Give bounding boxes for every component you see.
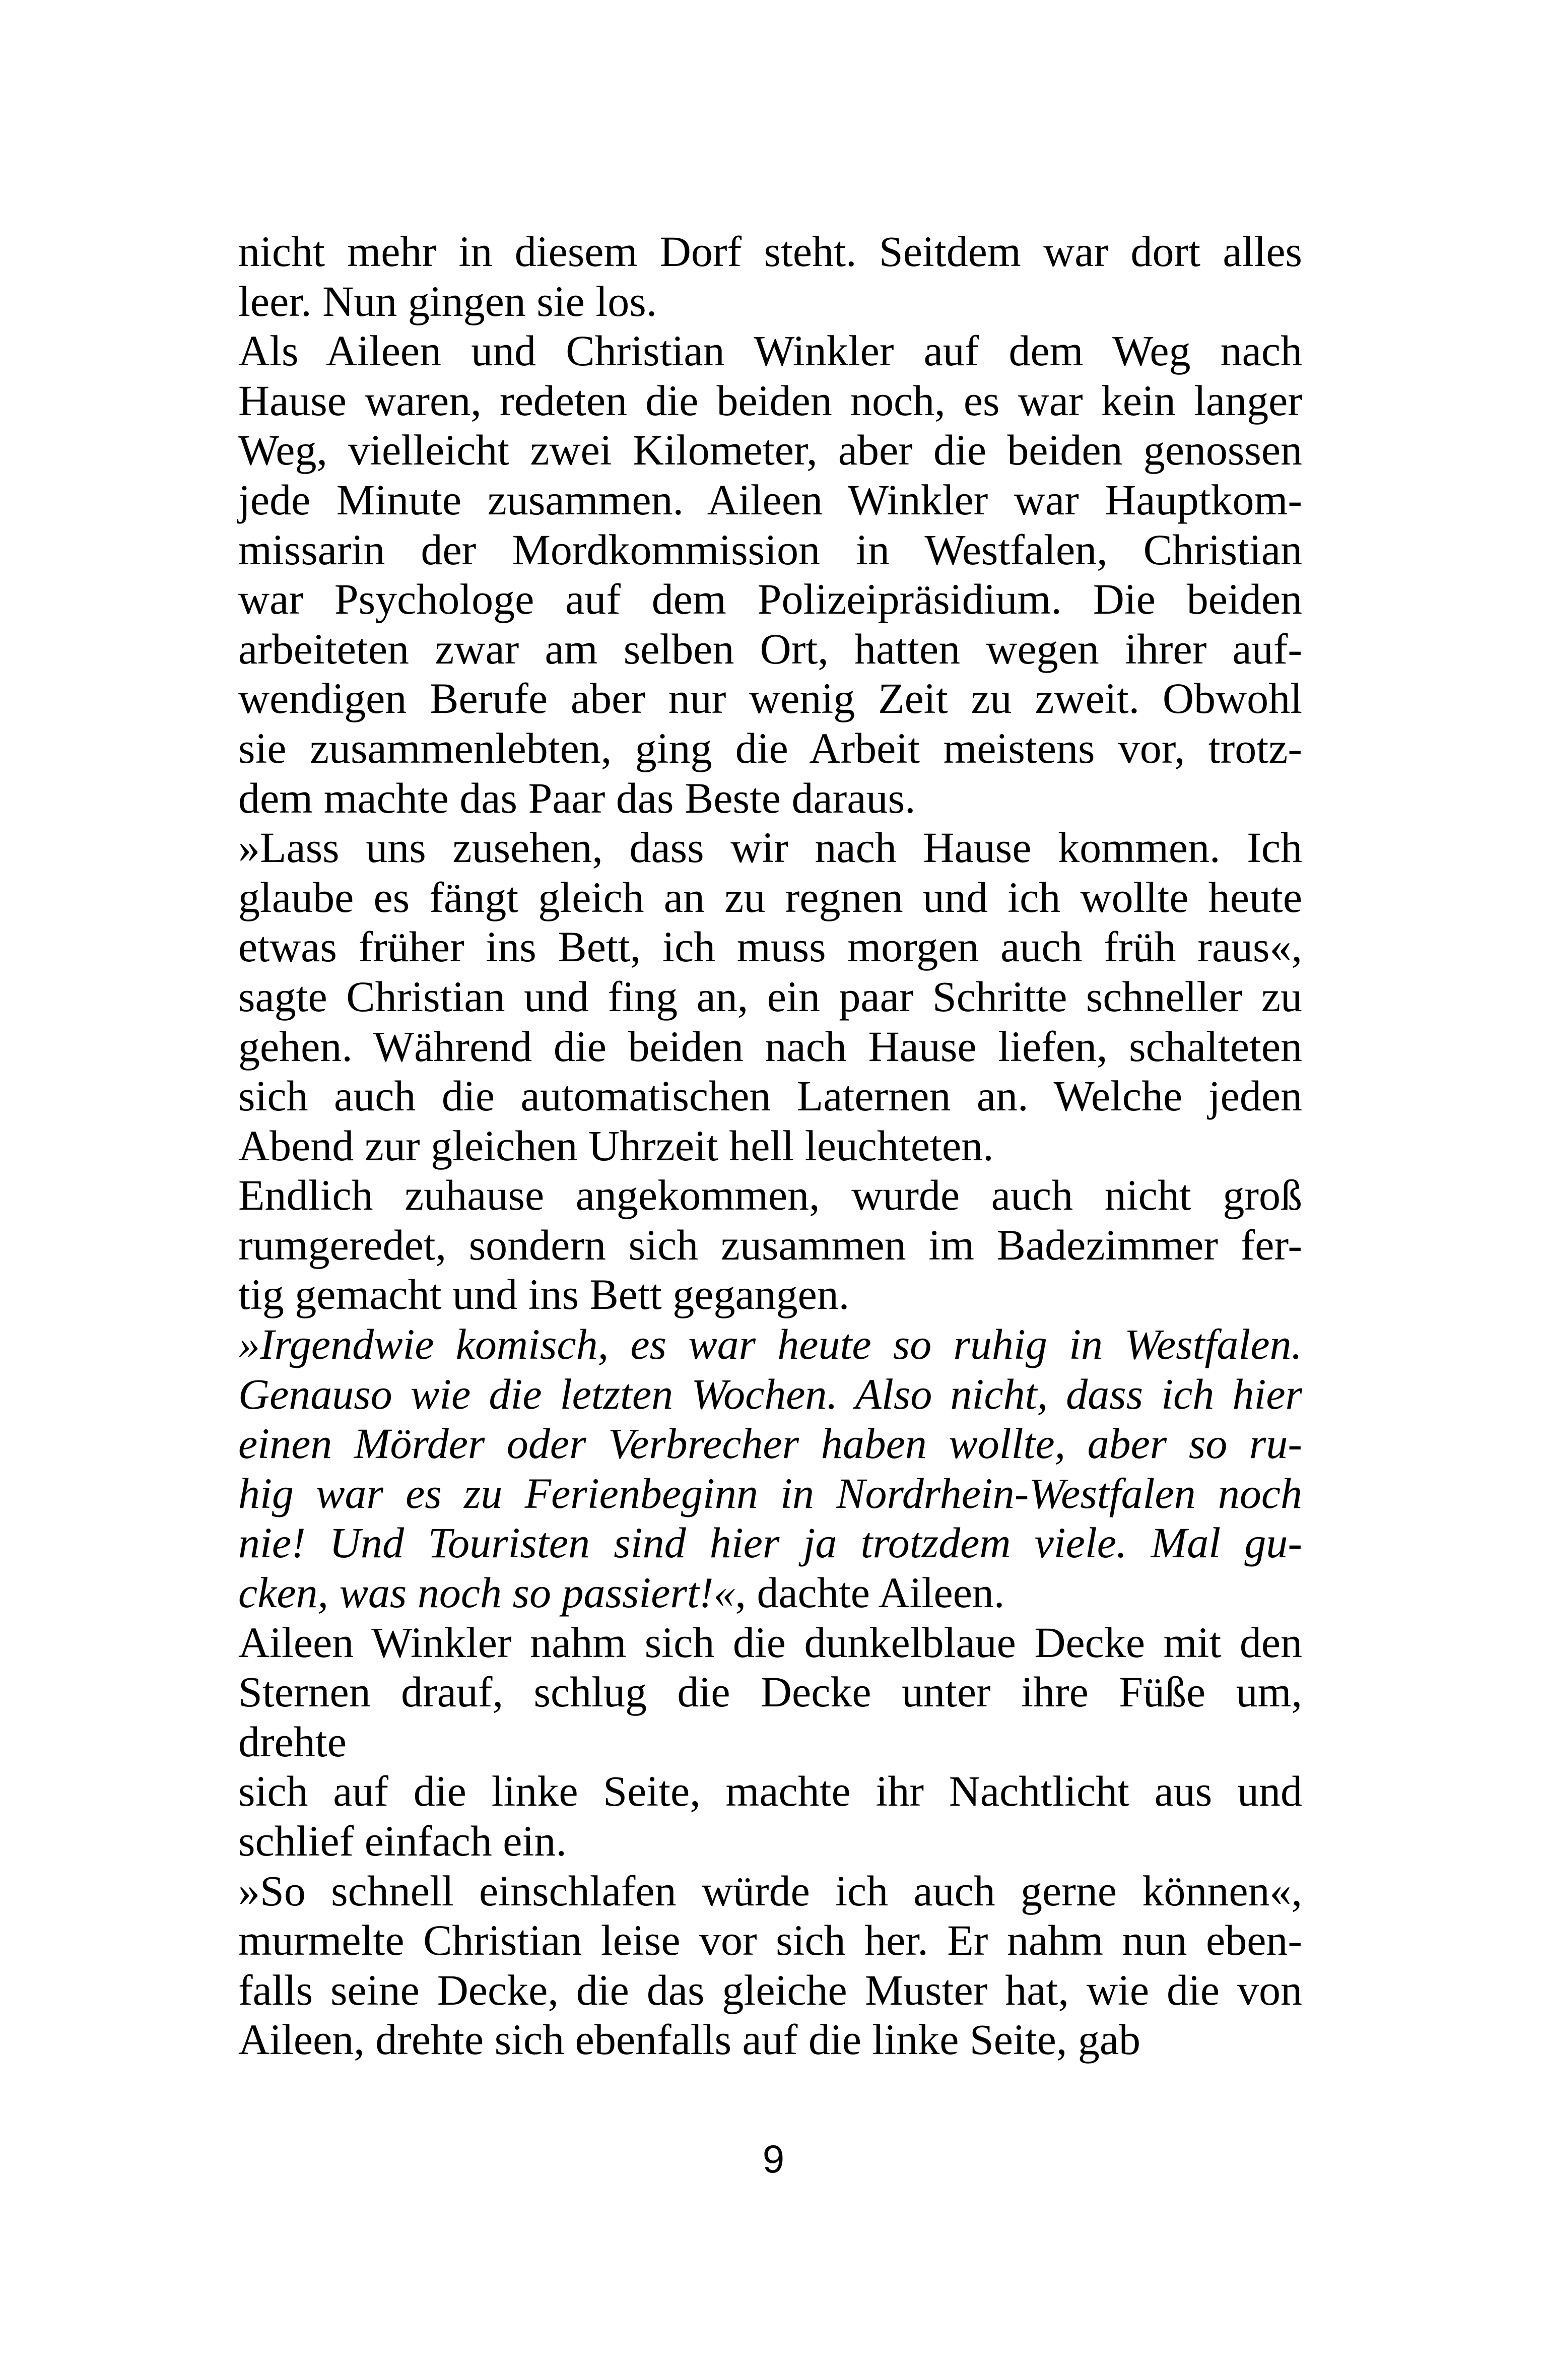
text-line: Aileen, drehte sich ebenfalls auf die linke Seite, gab [238, 2015, 1141, 2064]
text-line: »Lass uns zusehen, dass wir nach Hause kommen. Ich [238, 823, 1302, 872]
text-line: Weg, vielleicht zwei Kilometer, aber die beiden genossen [238, 426, 1302, 475]
text-line: arbeiteten zwar am selben Ort, hatten wegen ihrer auf- [238, 624, 1302, 673]
page-number: 9 [762, 2137, 785, 2181]
text-line-italic: einen Mörder oder Verbrecher haben wollte, aber so ru- [238, 1419, 1302, 1468]
text-line: »So schnell einschlafen würde ich auch gerne können«, [238, 1866, 1302, 1915]
text-line: Hause waren, redeten die beiden noch, es war kein langer [238, 376, 1302, 425]
text-line: tig gemacht und ins Bett gegangen. [238, 1270, 850, 1319]
text-line-italic: hig war es zu Ferienbeginn in Nordrhein-Westfalen noch [238, 1469, 1302, 1517]
text-line: gehen. Während die beiden nach Hause liefen, schalteten [238, 1022, 1302, 1071]
text-line: Sternen drauf, schlug die Decke unter ihre Füße um, [238, 1668, 1302, 1716]
text-line: etwas früher ins Bett, ich muss morgen auch früh raus«, [238, 922, 1302, 971]
text-line: Abend zur gleichen Uhrzeit hell leuchteten. [238, 1121, 994, 1170]
text-line: jede Minute zusammen. Aileen Winkler war Hauptkom- [238, 475, 1302, 524]
text-line: sagte Christian und fing an, ein paar Schritte schneller zu [238, 972, 1302, 1021]
text-line-italic: Genauso wie die letzten Wochen. Also nicht, dass ich hier [238, 1369, 1302, 1418]
roman-segment: , dachte Aileen. [735, 1568, 1005, 1617]
text-line: missarin der Mordkommission in Westfalen, Christian [238, 525, 1302, 574]
text-line: dem machte das Paar das Beste daraus. [238, 773, 916, 822]
text-line: wendigen Berufe aber nur wenig Zeit zu zweit. Obwohl [238, 674, 1302, 723]
text-line: war Psychologe auf dem Polizeipräsidium. Die beiden [238, 575, 1302, 624]
text-line-mixed [238, 1568, 1302, 1618]
text-line: Aileen Winkler nahm sich die dunkelblaue Decke mit den [238, 1618, 1302, 1667]
text-line: murmelte Christian leise vor sich her. Er nahm nun eben- [238, 1916, 1302, 1965]
text-line: nicht mehr in diesem Dorf steht. Seitdem war dort alles [238, 227, 1302, 276]
text-line: glaube es fängt gleich an zu regnen und ich wollte heute [238, 873, 1302, 921]
text-line: Als Aileen und Christian Winkler auf dem Weg nach [238, 326, 1302, 375]
text-line-italic: »Irgendwie komisch, es war heute so ruhig in Westfalen. [238, 1320, 1302, 1369]
text-line: sich auch die automatischen Laternen an. Welche jeden [238, 1072, 1302, 1120]
text-line: sie zusammenlebten, ging die Arbeit meistens vor, trotz- [238, 723, 1302, 772]
text-line: schlief einfach ein. [238, 1817, 567, 1865]
text-line: leer. Nun gingen sie los. [238, 277, 657, 325]
text-line: Endlich zuhause angekommen, wurde auch nicht groß [238, 1171, 1302, 1220]
text-line: falls seine Decke, die das gleiche Muster hat, wie die von [238, 1965, 1302, 2014]
text-line: sich auf die linke Seite, machte ihr Nachtlicht aus und [238, 1767, 1302, 1816]
body-text [238, 227, 1302, 2065]
text-line: rumgeredet, sondern sich zusammen im Badezimmer fer- [238, 1220, 1302, 1269]
italic-segment: cken, was noch so passiert!« [238, 1568, 735, 1617]
text-line-italic: nie! Und Touristen sind hier ja trotzdem viele. Mal gu- [238, 1518, 1302, 1567]
text-line: drehte [238, 1717, 347, 1766]
